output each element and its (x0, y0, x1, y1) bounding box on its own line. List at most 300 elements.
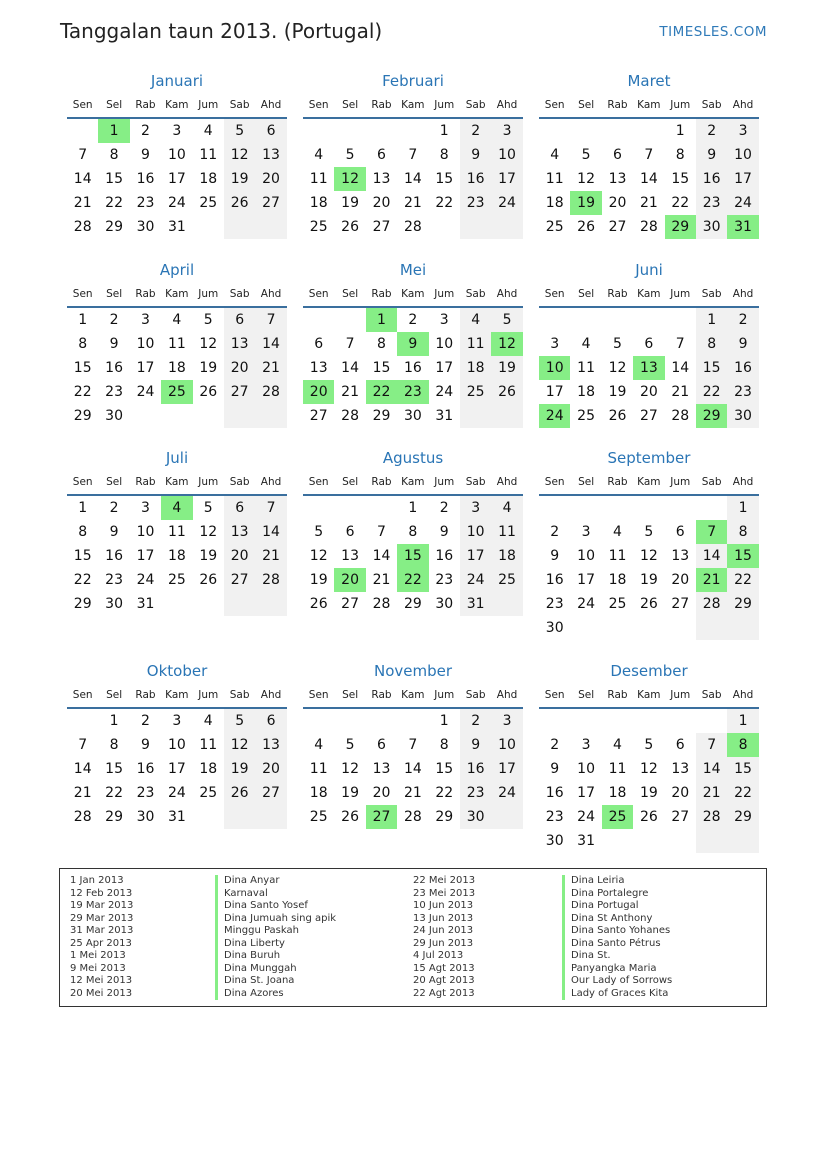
day-cell: 20 (639, 384, 658, 400)
day-cell: 17 (577, 572, 595, 588)
weekday-header: Ahd (255, 93, 286, 119)
day-cell: 5 (491, 308, 522, 332)
day-cell: 22 (366, 380, 397, 404)
empty-cell (224, 592, 255, 616)
empty-cell (224, 215, 255, 239)
legend-holiday-name: Our Lady of Sorrows (562, 975, 672, 988)
day-cell: 6 (377, 737, 386, 753)
day-cell: 15 (397, 544, 428, 568)
day-cell: 14 (696, 757, 727, 781)
day-cell: 16 (136, 171, 155, 187)
month-maret (539, 71, 761, 239)
weekday-header: Rab (366, 470, 397, 496)
day-cell: 6 (255, 709, 286, 733)
empty-cell (460, 215, 491, 239)
day-cell: 13 (671, 548, 690, 564)
day-cell: 30 (545, 833, 564, 849)
day-cell: 4 (460, 308, 491, 332)
empty-cell (303, 308, 334, 332)
day-cell: 5 (203, 312, 213, 328)
day-cell: 25 (491, 568, 522, 592)
day-cell: 28 (73, 809, 92, 825)
day-cell: 3 (727, 119, 758, 143)
weekday-header: Ahd (727, 282, 758, 308)
legend-names-right (562, 875, 672, 1000)
day-cell: 13 (224, 332, 255, 356)
day-cell: 17 (460, 544, 491, 568)
empty-cell (67, 119, 98, 143)
day-cell: 5 (314, 524, 324, 540)
weekday-header: Jum (429, 683, 460, 709)
empty-cell (696, 616, 727, 640)
day-cell: 23 (136, 785, 155, 801)
day-cell: 25 (309, 219, 328, 235)
day-cell: 6 (613, 147, 622, 163)
day-cell: 27 (224, 380, 255, 404)
legend-date: 15 Agt 2013 (413, 962, 475, 974)
day-cell: 9 (141, 147, 150, 163)
day-cell: 2 (696, 119, 727, 143)
weekday-header: Ahd (491, 470, 522, 496)
day-cell: 17 (577, 785, 595, 801)
day-cell: 30 (403, 408, 422, 424)
empty-cell (397, 119, 428, 143)
day-cell: 3 (172, 123, 182, 139)
day-cell: 4 (314, 737, 324, 753)
month-name: Juli (165, 449, 189, 467)
day-cell: 12 (608, 360, 627, 376)
day-cell: 13 (372, 171, 391, 187)
site-link[interactable]: TIMESLES.COM (659, 24, 767, 40)
day-cell: 15 (727, 757, 758, 781)
day-cell: 19 (341, 785, 359, 801)
day-cell: 15 (105, 761, 123, 777)
day-cell: 4 (203, 123, 213, 139)
day-cell: 6 (675, 524, 685, 540)
day-cell: 7 (408, 147, 418, 163)
day-cell: 26 (309, 596, 328, 612)
day-cell: 29 (73, 596, 92, 612)
day-cell: 8 (109, 147, 119, 163)
day-cell: 6 (377, 147, 386, 163)
holiday-legend (59, 868, 767, 1007)
month-name: Agustus (382, 449, 444, 467)
day-cell: 7 (255, 496, 286, 520)
day-cell: 27 (366, 805, 397, 829)
legend-holiday-name: Karnaval (215, 888, 336, 901)
day-cell: 27 (671, 596, 690, 612)
day-cell: 23 (460, 781, 491, 805)
month-grid (67, 93, 289, 239)
day-cell: 27 (671, 809, 690, 825)
day-cell: 17 (491, 167, 522, 191)
weekday-header: Rab (366, 282, 397, 308)
day-cell: 19 (199, 360, 218, 376)
day-cell: 7 (345, 336, 355, 352)
day-cell: 3 (581, 524, 591, 540)
day-cell: 29 (372, 408, 391, 424)
weekday-header: Ahd (255, 683, 286, 709)
day-cell: 16 (105, 548, 123, 564)
legend-date: 24 Jun 2013 (413, 925, 474, 936)
empty-cell (602, 496, 633, 520)
empty-cell (602, 616, 633, 640)
legend-holiday-name: Dina Santo Pétrus (562, 938, 672, 951)
day-cell: 1 (366, 308, 397, 332)
empty-cell (570, 616, 601, 640)
month-name: Desember (610, 662, 688, 680)
day-cell: 2 (550, 737, 560, 753)
day-cell: 30 (435, 596, 454, 612)
day-cell: 19 (639, 572, 658, 588)
day-cell: 20 (372, 785, 391, 801)
day-cell: 24 (491, 191, 522, 215)
day-cell: 28 (372, 596, 391, 612)
weekday-header: Sab (224, 470, 255, 496)
day-cell: 21 (73, 195, 92, 211)
day-cell: 31 (577, 833, 595, 849)
day-cell: 3 (141, 500, 150, 516)
day-cell: 3 (491, 119, 522, 143)
day-cell: 1 (78, 500, 88, 516)
day-cell: 15 (696, 356, 727, 380)
day-cell: 28 (255, 568, 286, 592)
day-cell: 11 (608, 761, 627, 777)
day-cell: 2 (460, 119, 491, 143)
month-mei (303, 260, 525, 428)
month-februari (303, 71, 525, 239)
month-grid (303, 93, 525, 239)
weekday-header: Sab (696, 683, 727, 709)
day-cell: 31 (167, 219, 186, 235)
day-cell: 1 (439, 713, 449, 729)
empty-cell (161, 592, 192, 616)
weekday-header: Jum (665, 282, 696, 308)
day-cell: 20 (224, 544, 255, 568)
day-cell: 2 (727, 308, 758, 332)
day-cell: 21 (671, 384, 690, 400)
day-cell: 31 (460, 592, 491, 616)
day-cell: 29 (727, 592, 758, 616)
weekday-header: Kam (397, 470, 428, 496)
day-cell: 21 (696, 568, 727, 592)
legend-date: 10 Jun 2013 (413, 900, 474, 911)
day-cell: 10 (435, 336, 454, 352)
day-cell: 13 (633, 356, 664, 380)
weekday-header: Sel (570, 683, 601, 709)
day-cell: 3 (491, 709, 522, 733)
weekday-header: Sel (334, 470, 365, 496)
legend-holiday-name: Dina St. Joana (215, 975, 336, 988)
legend-holiday-name: Dina Azores (215, 988, 336, 1001)
month-name: September (607, 449, 691, 467)
empty-cell (224, 404, 255, 428)
empty-cell (366, 709, 397, 733)
day-cell: 2 (141, 713, 150, 729)
empty-cell (665, 829, 696, 853)
day-cell: 24 (539, 404, 570, 428)
day-cell: 18 (167, 548, 186, 564)
day-cell: 2 (550, 524, 560, 540)
month-name: Januari (150, 72, 204, 90)
day-cell: 17 (727, 167, 758, 191)
empty-cell (539, 119, 570, 143)
day-cell: 22 (73, 384, 92, 400)
day-cell: 15 (435, 171, 454, 187)
weekday-header: Sen (303, 282, 334, 308)
day-cell: 26 (341, 219, 359, 235)
legend-date: 9 Mei 2013 (70, 962, 126, 974)
day-cell: 7 (255, 308, 286, 332)
day-cell: 31 (167, 809, 186, 825)
weekday-header: Ahd (255, 470, 286, 496)
day-cell: 21 (372, 572, 391, 588)
day-cell: 4 (203, 713, 213, 729)
month-agustus (303, 448, 525, 616)
day-cell: 1 (727, 496, 758, 520)
weekday-header: Sel (334, 93, 365, 119)
weekday-header: Sel (570, 93, 601, 119)
month-grid (539, 282, 761, 428)
legend-holiday-name: Lady of Graces Kita (562, 988, 672, 1001)
day-cell: 1 (408, 500, 418, 516)
weekday-header: Jum (193, 93, 224, 119)
day-cell: 6 (224, 496, 255, 520)
month-grid (539, 470, 761, 640)
legend-date: 12 Mei 2013 (70, 975, 133, 986)
empty-cell (727, 616, 758, 640)
day-cell: 8 (377, 336, 386, 352)
day-cell: 17 (136, 360, 155, 376)
day-cell: 24 (167, 195, 186, 211)
day-cell: 11 (199, 147, 218, 163)
day-cell: 29 (73, 408, 92, 424)
empty-cell (602, 119, 633, 143)
month-name: November (373, 662, 453, 680)
weekday-header: Jum (193, 282, 224, 308)
legend-holiday-name: Dina Santo Yohanes (562, 925, 672, 938)
day-cell: 8 (408, 524, 418, 540)
day-cell: 4 (314, 147, 324, 163)
day-cell: 27 (372, 219, 391, 235)
day-cell: 11 (199, 737, 218, 753)
day-cell: 25 (460, 380, 491, 404)
month-april (67, 260, 289, 428)
day-cell: 30 (545, 620, 564, 636)
empty-cell (602, 829, 633, 853)
day-cell: 25 (161, 380, 192, 404)
day-cell: 13 (671, 761, 690, 777)
day-cell: 24 (491, 781, 522, 805)
day-cell: 3 (141, 312, 150, 328)
day-cell: 10 (727, 143, 758, 167)
weekday-header: Ahd (727, 93, 758, 119)
legend-holiday-name: Dina Portugal (562, 900, 672, 913)
day-cell: 21 (696, 781, 727, 805)
empty-cell (570, 119, 601, 143)
day-cell: 26 (224, 781, 255, 805)
day-cell: 11 (460, 332, 491, 356)
weekday-header: Ahd (727, 470, 758, 496)
day-cell: 2 (109, 312, 119, 328)
day-cell: 2 (408, 312, 418, 328)
weekday-header: Sel (570, 470, 601, 496)
day-cell: 13 (255, 143, 286, 167)
day-cell: 10 (460, 520, 491, 544)
empty-cell (539, 709, 570, 733)
day-cell: 12 (639, 761, 658, 777)
weekday-header: Kam (397, 683, 428, 709)
empty-cell (255, 805, 286, 829)
day-cell: 27 (309, 408, 328, 424)
day-cell: 4 (581, 336, 591, 352)
day-cell: 11 (608, 548, 627, 564)
day-cell: 8 (696, 332, 727, 356)
day-cell: 28 (671, 408, 690, 424)
empty-cell (491, 404, 522, 428)
day-cell: 19 (309, 572, 328, 588)
day-cell: 27 (224, 568, 255, 592)
day-cell: 8 (675, 147, 685, 163)
weekday-header: Jum (429, 470, 460, 496)
day-cell: 29 (435, 809, 454, 825)
day-cell: 14 (255, 332, 286, 356)
day-cell: 28 (341, 408, 359, 424)
weekday-header: Jum (665, 683, 696, 709)
day-cell: 16 (460, 167, 491, 191)
day-cell: 9 (550, 761, 560, 777)
month-oktober (67, 661, 289, 829)
day-cell: 31 (727, 215, 758, 239)
month-januari (67, 71, 289, 239)
day-cell: 26 (577, 219, 595, 235)
day-cell: 17 (491, 757, 522, 781)
day-cell: 8 (727, 520, 758, 544)
empty-cell (491, 805, 522, 829)
day-cell: 9 (550, 548, 560, 564)
weekday-header: Sab (224, 93, 255, 119)
day-cell: 18 (309, 785, 328, 801)
day-cell: 22 (105, 195, 123, 211)
empty-cell (570, 496, 601, 520)
month-juni (539, 260, 761, 428)
day-cell: 12 (639, 548, 658, 564)
day-cell: 14 (671, 360, 690, 376)
empty-cell (633, 616, 664, 640)
day-cell: 7 (377, 524, 386, 540)
weekday-header: Jum (429, 282, 460, 308)
day-cell: 6 (675, 737, 685, 753)
day-cell: 26 (199, 384, 218, 400)
month-name: Februari (382, 72, 444, 90)
weekday-header: Kam (397, 282, 428, 308)
legend-holiday-name: Dina Buruh (215, 950, 336, 963)
empty-cell (633, 496, 664, 520)
day-cell: 19 (570, 191, 601, 215)
empty-cell (334, 709, 365, 733)
day-cell: 30 (727, 404, 758, 428)
weekday-header: Sel (98, 282, 129, 308)
empty-cell (397, 709, 428, 733)
day-cell: 1 (696, 308, 727, 332)
legend-date: 22 Agt 2013 (413, 987, 475, 999)
month-name: Mei (399, 261, 427, 279)
day-cell: 24 (435, 384, 454, 400)
weekday-header: Rab (130, 93, 161, 119)
day-cell: 14 (341, 360, 359, 376)
day-cell: 24 (136, 572, 155, 588)
weekday-header: Kam (633, 470, 664, 496)
day-cell: 9 (696, 143, 727, 167)
empty-cell (193, 215, 224, 239)
day-cell: 15 (727, 544, 758, 568)
day-cell: 9 (727, 332, 758, 356)
day-cell: 29 (665, 215, 696, 239)
day-cell: 20 (608, 195, 627, 211)
weekday-header: Kam (397, 93, 428, 119)
day-cell: 30 (105, 596, 123, 612)
weekday-header: Sab (460, 683, 491, 709)
day-cell: 4 (613, 524, 622, 540)
empty-cell (334, 119, 365, 143)
empty-cell (665, 616, 696, 640)
empty-cell (727, 829, 758, 853)
day-cell: 15 (372, 360, 391, 376)
day-cell: 11 (309, 761, 328, 777)
weekday-header: Rab (366, 683, 397, 709)
day-cell: 5 (581, 147, 591, 163)
day-cell: 3 (581, 737, 591, 753)
empty-cell (130, 404, 161, 428)
legend-dates-right (413, 875, 475, 1000)
day-cell: 21 (73, 785, 92, 801)
day-cell: 12 (224, 143, 255, 167)
day-cell: 6 (224, 308, 255, 332)
day-cell: 30 (136, 809, 155, 825)
empty-cell (303, 119, 334, 143)
day-cell: 30 (105, 408, 123, 424)
day-cell: 26 (199, 572, 218, 588)
weekday-header: Ahd (255, 282, 286, 308)
day-cell: 6 (255, 119, 286, 143)
day-cell: 6 (314, 336, 324, 352)
day-cell: 21 (639, 195, 658, 211)
day-cell: 18 (309, 195, 328, 211)
weekday-header: Sen (539, 683, 570, 709)
day-cell: 4 (161, 496, 192, 520)
day-cell: 13 (224, 520, 255, 544)
legend-holiday-name: Dina Munggah (215, 963, 336, 976)
weekday-header: Sen (67, 683, 98, 709)
empty-cell (429, 215, 460, 239)
page-title: Tanggalan taun 2013. (Portugal) (60, 19, 383, 43)
day-cell: 22 (397, 568, 428, 592)
month-grid (67, 470, 289, 616)
weekday-header: Ahd (491, 683, 522, 709)
day-cell: 20 (372, 195, 391, 211)
day-cell: 22 (696, 380, 727, 404)
weekday-header: Jum (665, 470, 696, 496)
day-cell: 18 (460, 356, 491, 380)
day-cell: 19 (608, 384, 627, 400)
day-cell: 9 (460, 733, 491, 757)
day-cell: 23 (545, 596, 564, 612)
day-cell: 12 (491, 332, 522, 356)
day-cell: 8 (439, 147, 449, 163)
month-juli (67, 448, 289, 616)
day-cell: 22 (105, 785, 123, 801)
day-cell: 25 (167, 572, 186, 588)
